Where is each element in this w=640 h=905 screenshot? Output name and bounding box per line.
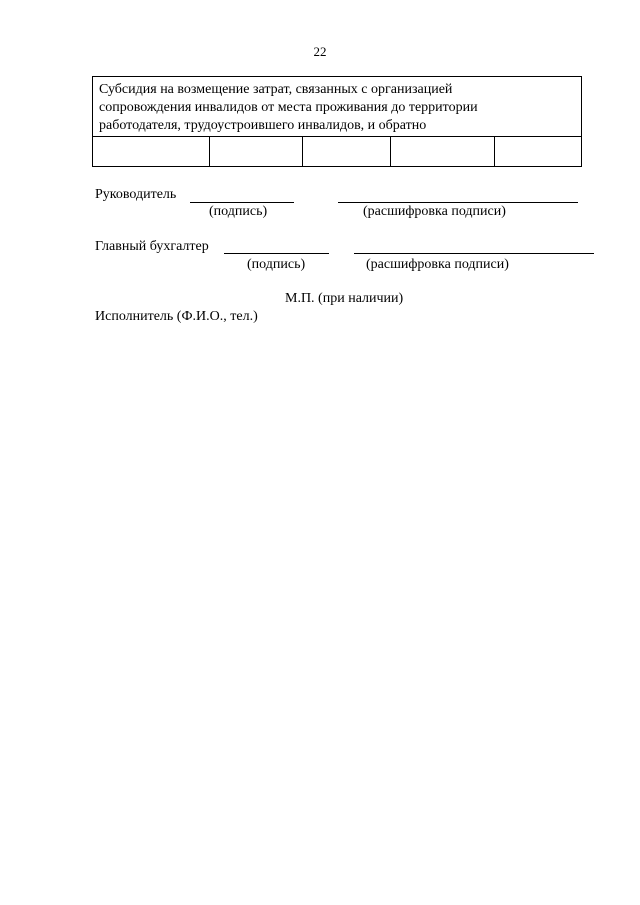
table-header-line-3: работодателя, трудоустроившего инвалидов, и обратно [99, 118, 427, 133]
chief-accountant-label: Главный бухгалтер [95, 239, 209, 254]
table-cell-4 [391, 137, 495, 166]
table-header [93, 77, 581, 137]
table-cell-3 [303, 137, 391, 166]
director-signature-line [190, 202, 294, 203]
director-label: Руководитель [95, 187, 177, 202]
table-cell-2 [210, 137, 303, 166]
page-number: 22 [313, 44, 327, 59]
subsidy-table [92, 76, 582, 167]
table-cell-5 [495, 137, 581, 166]
table-header-line-1: Субсидия на возмещение затрат, связанных с организацией [99, 82, 453, 97]
chief-accountant-signature-line [224, 253, 329, 254]
chief-accountant-decoding-caption: (расшифровка подписи) [366, 257, 509, 272]
chief-accountant-signature-caption: (подпись) [247, 257, 306, 272]
director-decoding-line [338, 202, 578, 203]
table-cell-1 [93, 137, 210, 166]
stamp-label: М.П. (при наличии) [285, 291, 404, 306]
table-row [93, 137, 581, 166]
table-header-line-2: сопровождения инвалидов от места проживания до территории [99, 100, 478, 115]
director-signature-caption: (подпись) [209, 204, 268, 219]
executor-label: Исполнитель (Ф.И.О., тел.) [95, 309, 258, 324]
chief-accountant-decoding-line [354, 253, 594, 254]
director-decoding-caption: (расшифровка подписи) [363, 204, 506, 219]
